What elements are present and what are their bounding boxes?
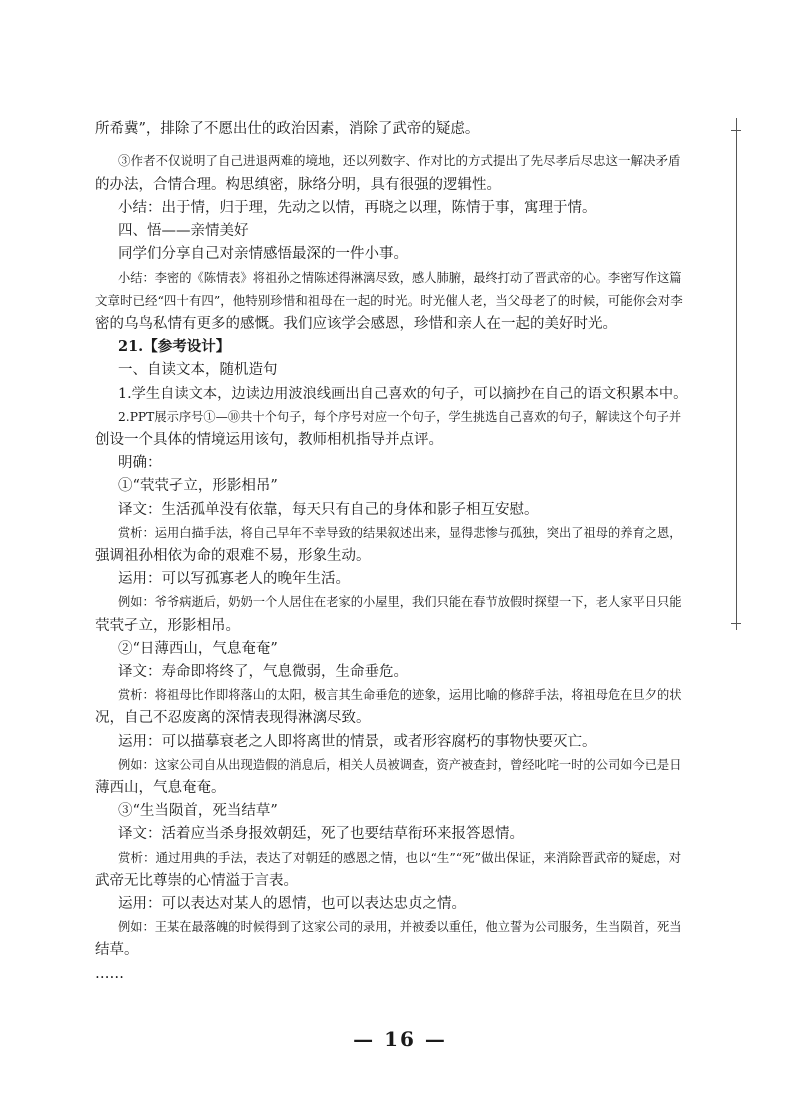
text-line: 所希冀”，排除了不愿出仕的政治因素，消除了武帝的疑虑。 [95,121,480,137]
text-line: 小结：李密的《陈情表》将祖孙之情陈述得淋漓尽致，感人肺腑，最终打动了晋武帝的心。李密写作这篇 [118,271,682,285]
text-line: 译文：寿命即将终了，气息微弱，生命垂危。 [118,664,408,680]
margin-tick [731,623,741,624]
text-line: 武帝无比尊崇的心情溢于言表。 [95,873,298,889]
text-line: ③作者不仅说明了自己进退两难的境地，还以列数字、作对比的方式提出了先尽孝后尽忠这一解决矛盾 [118,153,681,168]
text-line: 运用：可以描摹衰老之人即将离世的情景，或者形容腐朽的事物快要灭亡。 [118,734,597,750]
page-number: — 16 — [353,1027,447,1051]
section-heading: 一、自读文本，随机造句 [118,362,278,378]
margin-tick [731,130,741,131]
quote-heading: ③“生当陨首，死当结草” [118,803,278,819]
text-line: 赏析：将祖母比作即将落山的太阳，极言其生命垂危的迹象，运用比喻的修辞手法，将祖母危在旦夕的状 [118,688,682,702]
quote-heading: ②“日薄西山，气息奄奄” [118,641,278,657]
text-line: 同学们分享自己对亲情感悟最深的一件小事。 [118,246,408,262]
text-line: 1.学生自读文本，边读边用波浪线画出自己喜欢的句子，可以摘抄在自己的语文积累本中。 [118,386,688,402]
text-line: 茕茕孑立，形影相吊。 [95,618,240,634]
text-line: 创设一个具体的情境运用该句，教师相机指导并点评。 [95,432,443,448]
text-line: 的办法，合情合理。构思缜密，脉络分明，具有很强的逻辑性。 [95,177,501,193]
text-line: 2.PPT展示序号①—⑩共十个句子，每个序号对应一个句子，学生挑选自己喜欢的句子，解读这个句子并 [118,410,682,424]
question-heading: 21.【参考设计】 [118,338,231,355]
section-heading: 四、悟——亲情美好 [118,223,249,239]
ellipsis: …… [95,966,124,982]
text-line: 译文：生活孤单没有依靠，每天只有自己的身体和影子相互安慰。 [118,502,539,518]
text-line: 例如：爷爷病逝后，奶奶一个人居住在老家的小屋里，我们只能在春节放假时探望一下，老人家平日只能 [118,595,682,609]
text-line: 例如：这家公司自从出现造假的消息后，相关人员被调查，资产被查封，曾经叱咤一时的公司如今已是日 [118,758,682,772]
quote-heading: ①“茕茕孑立，形影相吊” [118,478,278,494]
text-line: 文章时已经“四十有四”，他特别珍惜和祖母在一起的时光。时光催人老，当父母老了的时候，可能你会对李 [95,293,683,308]
text-line: 强调祖孙相依为命的艰难不易，形象生动。 [95,548,371,564]
text-line: 结草。 [95,942,139,958]
text-line: 赏析：运用白描手法，将自己早年不幸导致的结果叙述出来，显得悲惨与孤独，突出了祖母的养育之恩， [118,526,682,540]
text-line: 例如：王某在最落魄的时候得到了这家公司的录用，并被委以重任，他立誓为公司服务，生当陨首，死当 [118,920,682,934]
text-line: 明确： [118,455,162,471]
text-line: 赏析：通过用典的手法，表达了对朝廷的感恩之情，也以“生”“死”做出保证，来消除晋武帝的疑虑，对 [118,850,682,865]
text-line: 薄西山，气息奄奄。 [95,780,226,796]
text-line: 小结：出于情，归于理，先动之以情，再晓之以理，陈情于事，寓理于情。 [118,200,597,216]
margin-rule [736,118,737,630]
text-line: 运用：可以写孤寡老人的晚年生活。 [118,571,350,587]
text-line: 译文：活着应当杀身报效朝廷，死了也要结草衔环来报答恩情。 [118,826,524,842]
text-line: 况，自己不忍废离的深情表现得淋漓尽致。 [95,710,371,726]
text-line: 运用：可以表达对某人的恩情，也可以表达忠贞之情。 [118,896,466,912]
text-line: 密的乌鸟私情有更多的感慨。我们应该学会感恩，珍惜和亲人在一起的美好时光。 [95,316,617,332]
